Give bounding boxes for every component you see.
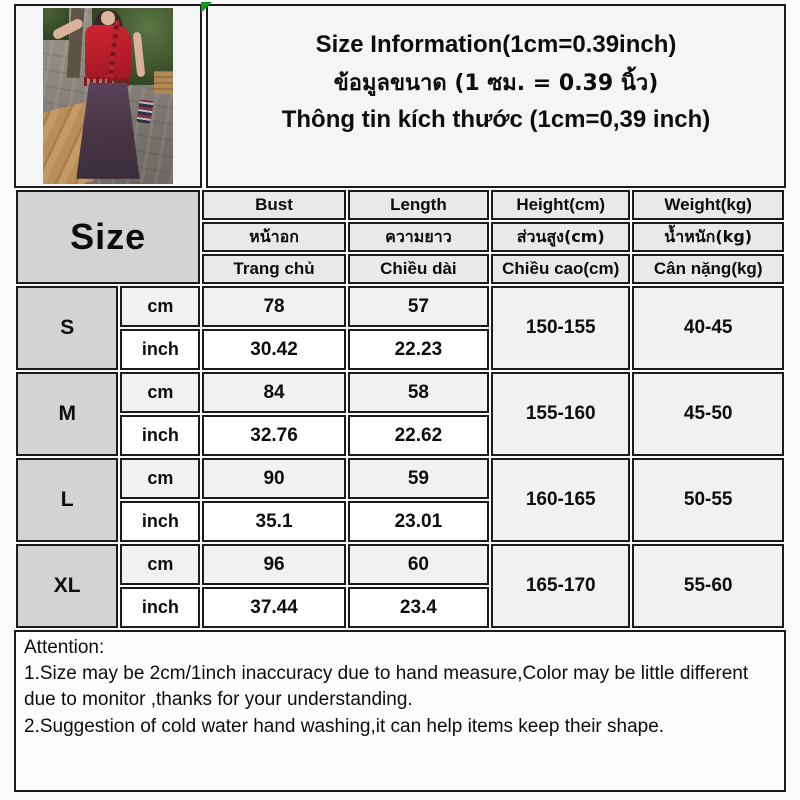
cell-m-bust-cm: 84 [202,372,345,413]
green-corner-marker [201,2,212,13]
column-header-weight-en: Weight(kg) [632,190,784,220]
column-header-bust-th: หน้าอก [202,222,345,252]
cell-xl-weight: 55-60 [632,544,784,628]
title-vietnamese: Thông tin kích thước (1cm=0,39 inch) [281,105,711,133]
cell-s-bust-inch: 30.42 [202,329,345,370]
cell-xl-bust-cm: 96 [202,544,345,585]
unit-label-inch: inch [120,501,200,542]
size-label-l: L [16,458,118,542]
cell-m-bust-inch: 32.76 [202,415,345,456]
size-label-s: S [16,286,118,370]
cell-l-height: 160-165 [491,458,630,542]
unit-label-inch: inch [120,329,200,370]
photo-model-figure [70,10,145,184]
column-header-bust-vi: Trang chủ [202,254,345,284]
attention-note-1: 1.Size may be 2cm/1inch inaccuracy due to hand measure,Color may be little different due to monitor ,thanks for your understanding. [24,663,749,711]
cell-m-length-cm: 58 [348,372,489,413]
unit-label-inch: inch [120,587,200,628]
photo-wide-leg-pants [76,83,139,179]
photo-wooden-beam [154,71,174,94]
column-header-height-th: ส่วนสูง(cm) [491,222,630,252]
title-thai: ข้อมูลขนาด (1 ซม. = 0.39 นิ้ว) [333,70,659,96]
cell-s-weight: 40-45 [632,286,784,370]
cell-s-length-cm: 57 [348,286,489,327]
unit-label-cm: cm [120,458,200,499]
product-photo-cell [14,4,202,188]
column-header-height-vi: Chiều cao(cm) [491,254,630,284]
unit-label-inch: inch [120,415,200,456]
cell-s-length-inch: 22.23 [348,329,489,370]
size-table-corner-label: Size [16,190,200,284]
cell-xl-bust-inch: 37.44 [202,587,345,628]
cell-m-weight: 45-50 [632,372,784,456]
attention-notes [14,630,786,792]
unit-label-cm: cm [120,544,200,585]
cell-l-bust-cm: 90 [202,458,345,499]
photo-model-arm [133,32,145,78]
column-header-height-en: Height(cm) [491,190,630,220]
cell-xl-length-inch: 23.4 [348,587,489,628]
size-label-m: M [16,372,118,456]
column-header-length-th: ความยาว [348,222,489,252]
unit-label-cm: cm [120,372,200,413]
photo-model-face [101,11,115,25]
attention-heading: Attention: [24,637,105,658]
cell-l-weight: 50-55 [632,458,784,542]
column-header-weight-th: น้ำหนัก(kg) [632,222,784,252]
size-information-title-block [206,4,786,188]
cell-l-length-inch: 23.01 [348,501,489,542]
cell-xl-height: 165-170 [491,544,630,628]
cell-s-height: 150-155 [491,286,630,370]
cell-m-height: 155-160 [491,372,630,456]
cell-m-length-inch: 22.62 [348,415,489,456]
size-table [14,188,786,630]
column-header-length-vi: Chiều dài [348,254,489,284]
product-photo [43,8,173,184]
cell-l-bust-inch: 35.1 [202,501,345,542]
title-english: Size Information(1cm=0.39inch) [315,30,677,58]
cell-xl-length-cm: 60 [348,544,489,585]
size-label-xl: XL [16,544,118,628]
column-header-bust-en: Bust [202,190,345,220]
column-header-length-en: Length [348,190,489,220]
cell-l-length-cm: 59 [348,458,489,499]
unit-label-cm: cm [120,286,200,327]
column-header-weight-vi: Cân nặng(kg) [632,254,784,284]
attention-note-2: 2.Suggestion of cold water hand washing,it can help items keep their shape. [24,715,665,737]
cell-s-bust-cm: 78 [202,286,345,327]
